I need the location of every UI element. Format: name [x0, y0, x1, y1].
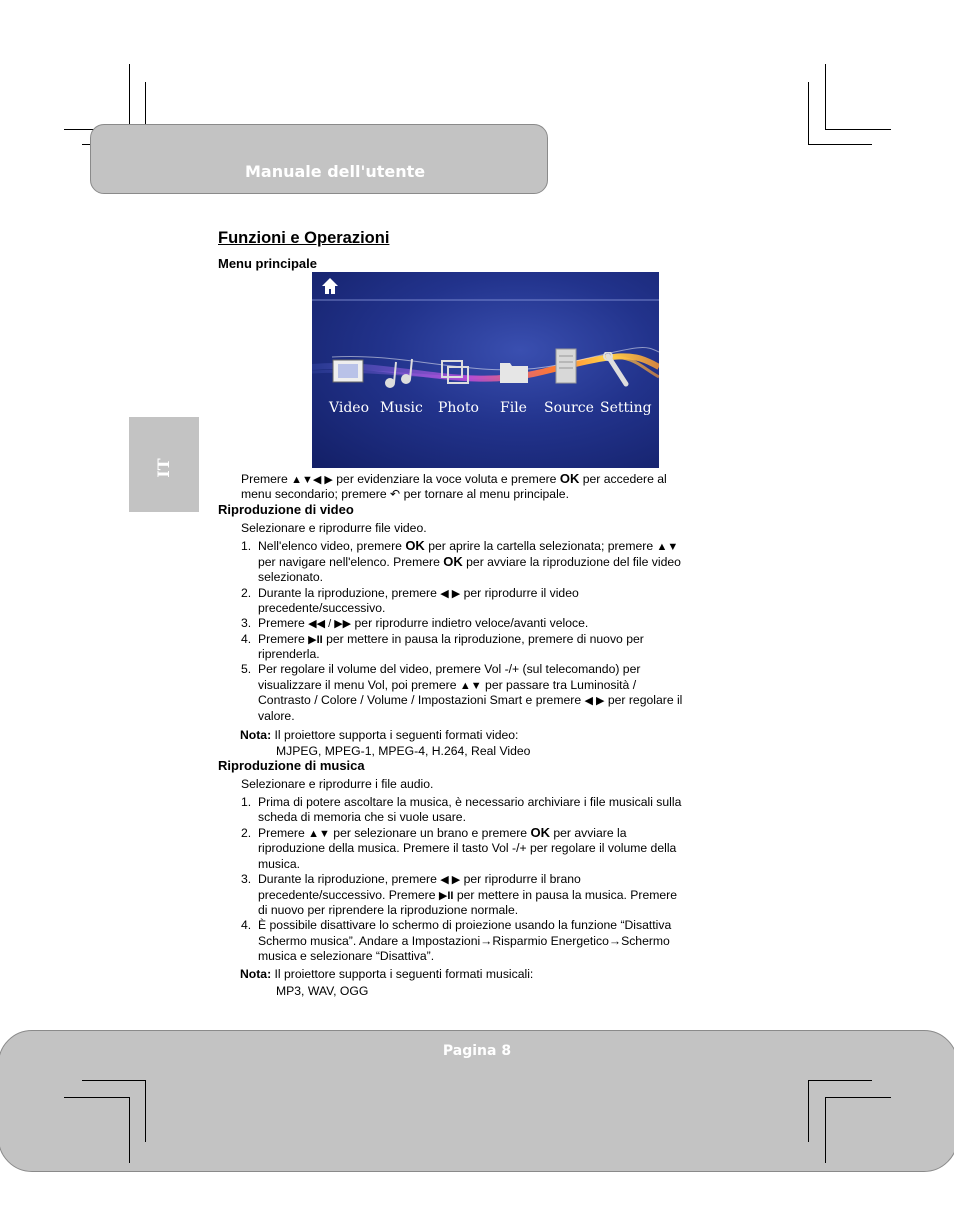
video-item1-line3: selezionato. [258, 570, 324, 584]
crop-mark [129, 1097, 130, 1163]
crop-mark [808, 1080, 809, 1142]
list-number: 2. [241, 826, 252, 840]
music-item1-line2: scheda di memoria che si vuole usare. [258, 810, 466, 824]
music-heading: Riproduzione di musica [218, 758, 365, 773]
video-item1-line2: per navigare nell'elenco. Premere OK per avviare la riproduzione del file video [258, 554, 681, 569]
main-menu-screenshot [312, 272, 659, 468]
video-item5-line3: Contrasto / Colore / Volume / Impostazioni Smart e premere ◀ ▶ per regolare il [258, 693, 683, 707]
video-item5-line2: visualizzare il menu Vol, poi premere ▲▼ per passare tra Luminosità / [258, 678, 637, 692]
music-intro: Selezionare e riprodurre i file audio. [241, 777, 434, 791]
note-label: Nota: [240, 967, 272, 981]
music-note: Nota: Il proiettore supporta i seguenti formati musicali: [240, 967, 534, 981]
crop-mark [825, 129, 891, 130]
crop-mark [825, 1097, 891, 1098]
menu-item-video[interactable]: Video [329, 400, 370, 416]
back-icon: ↶ [390, 487, 401, 501]
setting-wrench-icon[interactable] [602, 352, 632, 388]
video-item1-line1: Nell'elenco video, premere OK per aprire la cartella selezionata; premere ▲▼ [258, 538, 679, 553]
list-number: 4. [241, 918, 252, 932]
video-item5-line4: valore. [258, 709, 295, 723]
video-icon[interactable] [332, 357, 364, 385]
music-icon[interactable] [382, 357, 422, 389]
list-number: 4. [241, 632, 252, 646]
video-item3-line1: Premere ◀◀ / ▶▶ per riprodurre indietro veloce/avanti veloce. [258, 616, 589, 630]
header-title: Manuale dell'utente [245, 162, 426, 181]
crop-mark [82, 1080, 146, 1081]
menu-item-music[interactable]: Music [380, 400, 423, 416]
crop-mark [808, 82, 809, 144]
video-item2-line1: Durante la riproduzione, premere ◀ ▶ per riprodurre il video [258, 586, 579, 600]
crop-mark [808, 144, 872, 145]
note-label: Nota: [240, 728, 272, 742]
crop-mark [145, 1080, 146, 1142]
music-item4-line2: Schermo musica”. Andare a Impostazioni→Risparmio Energetico→Schermo [258, 934, 670, 948]
home-icon[interactable] [320, 276, 340, 296]
header-tab [90, 124, 548, 194]
music-item4-line3: musica e selezionare “Disattiva”. [258, 949, 435, 963]
music-item1-line1: Prima di potere ascoltare la musica, è necessario archiviare i file musicali sulla [258, 795, 682, 809]
music-formats: MP3, WAV, OGG [276, 984, 369, 998]
music-item3-line2: precedente/successivo. Premere ▶II per mettere in pausa la musica. Premere [258, 888, 677, 902]
folder-icon[interactable] [499, 357, 529, 385]
music-item2-line3: musica. [258, 857, 300, 871]
list-number: 2. [241, 586, 252, 600]
crop-mark [825, 1097, 826, 1163]
arrow-keys-icon: ▲▼◀ ▶ [291, 474, 333, 486]
menu-item-photo[interactable]: Photo [438, 400, 479, 416]
page-number: Pagina 8 [442, 1043, 512, 1059]
list-number: 3. [241, 616, 252, 630]
video-note: Nota: Il proiettore supporta i seguenti formati video: [240, 728, 519, 742]
video-item5-line1: Per regolare il volume del video, premere Vol -/+ (sul telecomando) per [258, 662, 641, 676]
main-menu-intro-line2: menu secondario; premere ↶ per tornare al menu principale. [241, 487, 569, 501]
music-item3-line3: di nuovo per riprendere la riproduzione normale. [258, 903, 519, 917]
list-number: 1. [241, 795, 252, 809]
menu-item-source[interactable]: Source [544, 400, 594, 416]
video-item4-line1: Premere ▶II per mettere in pausa la riproduzione, premere di nuovo per [258, 632, 644, 646]
list-number: 3. [241, 872, 252, 886]
video-formats: MJPEG, MPEG-1, MPEG-4, H.264, Real Video [276, 744, 531, 758]
crop-mark [64, 1097, 130, 1098]
video-item4-line2: riprenderla. [258, 647, 320, 661]
menu-item-setting[interactable]: Setting [600, 400, 652, 416]
video-item2-line2: precedente/successivo. [258, 601, 386, 615]
music-item3-line1: Durante la riproduzione, premere ◀ ▶ per riprodurre il brano [258, 872, 581, 886]
list-number: 1. [241, 539, 252, 553]
video-heading: Riproduzione di video [218, 502, 354, 517]
list-number: 5. [241, 662, 252, 676]
music-item2-line2: riproduzione della musica. Premere il tasto Vol -/+ per regolare il volume della [258, 841, 677, 855]
menu-item-file[interactable]: File [500, 400, 527, 416]
photo-icon[interactable] [440, 357, 472, 387]
main-menu-intro-line1: Premere ▲▼◀ ▶ per evidenziare la voce voluta e premere OK per accedere al [241, 471, 667, 486]
crop-mark [808, 1080, 872, 1081]
video-intro: Selezionare e riprodurre file video. [241, 521, 427, 535]
section-title: Funzioni e Operazioni [218, 229, 390, 247]
source-icon[interactable] [555, 348, 577, 384]
crop-mark [825, 64, 826, 129]
language-label: IT [154, 458, 173, 478]
main-menu-heading: Menu principale [218, 256, 317, 271]
music-item4-line1: È possibile disattivare lo schermo di proiezione usando la funzione “Disattiva [258, 918, 672, 932]
music-item2-line1: Premere ▲▼ per selezionare un brano e premere OK per avviare la [258, 825, 627, 840]
